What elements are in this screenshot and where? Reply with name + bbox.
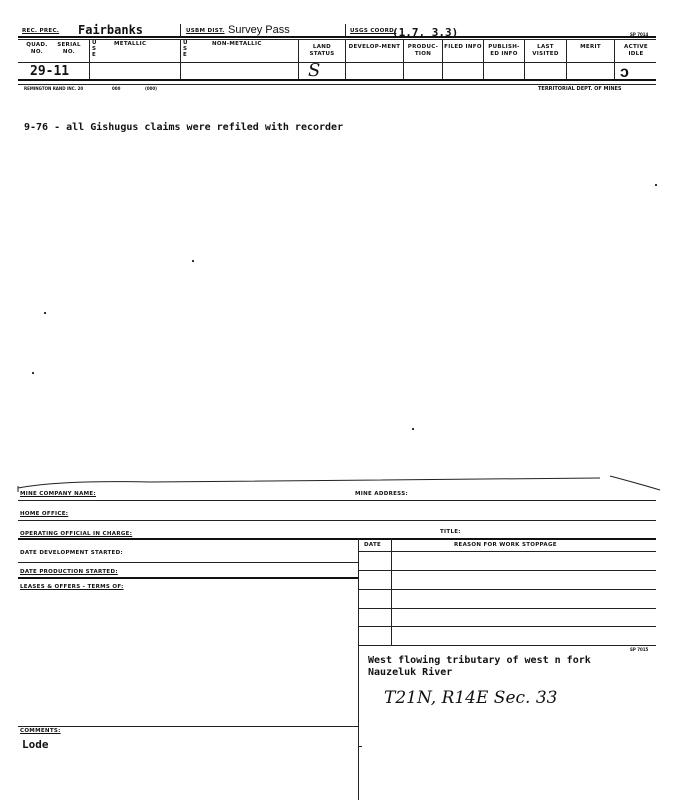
form-number: SP 7014 <box>630 32 649 37</box>
land-status-value: S <box>308 60 321 81</box>
speck <box>655 184 657 186</box>
usgs-dist-value: Survey Pass <box>228 24 290 36</box>
speck <box>44 312 46 314</box>
printer-code-2: (000) <box>145 86 158 91</box>
filed-info-label: FILED INFO <box>444 44 482 50</box>
speck <box>192 260 194 262</box>
merit-label: MERIT <box>580 44 601 50</box>
usgs-dist-label: USBM DIST. <box>186 28 225 34</box>
dept-note: TERRITORIAL DEPT. OF MINES <box>538 86 622 92</box>
date-development-label: DATE DEVELOPMENT STARTED: <box>20 550 123 556</box>
reason-col-label: REASON FOR WORK STOPPAGE <box>454 542 557 548</box>
nonmetallic-label: NON-METALLIC <box>212 41 262 47</box>
published-info-label: PUBLISH-ED INFO <box>488 44 520 57</box>
last-visited-label: LAST VISITED <box>532 44 559 57</box>
comments-value: Lode <box>22 738 49 751</box>
usgs-coord-label: USGS COORD. <box>350 28 397 34</box>
location-line-2: Nauzeluk River <box>368 667 453 678</box>
leases-label: LEASES & OFFERS - TERMS OF: <box>20 584 124 590</box>
home-office-label: HOME OFFICE: <box>20 511 69 517</box>
use-letters-metallic: U S E <box>92 40 97 58</box>
active-idle-mark: ↄ <box>620 64 629 81</box>
development-label: DEVELOP-MENT <box>348 44 401 50</box>
speck <box>32 372 34 374</box>
operating-official-label: OPERATING OFFICIAL IN CHARGE: <box>20 531 133 537</box>
serial-label: SERIAL NO. <box>57 42 81 55</box>
rec-prec-label: REC. PREC. <box>22 28 60 34</box>
location-line-1: West flowing tributary of west n fork <box>368 655 591 666</box>
speck <box>412 428 414 430</box>
refile-note: 9-76 - all Gishugus claims were refiled with recorder <box>24 122 344 133</box>
quad-label: QUAD. NO. <box>26 42 48 55</box>
quad-value: 29-11 <box>30 64 70 79</box>
rec-prec-value: Fairbanks <box>78 23 144 37</box>
mine-company-label: MINE COMPANY NAME: <box>20 491 96 497</box>
date-production-label: DATE PRODUCTION STARTED: <box>20 569 118 575</box>
handwritten-location: T21N, R14E Sec. 33 <box>384 688 558 708</box>
use-letters-nonmetallic: U S E <box>183 40 188 58</box>
printer-code-1: 000 <box>112 86 121 91</box>
comments-label: COMMENTS: <box>20 728 61 734</box>
production-label: PRODUC-TION <box>407 44 439 57</box>
form-number-2: SP 7015 <box>630 647 649 652</box>
title-label: TITLE: <box>440 529 461 535</box>
active-idle-label: ACTIVE IDLE <box>624 44 648 57</box>
date-col-label: DATE <box>364 542 382 548</box>
mine-address-label: MINE ADDRESS: <box>355 491 408 497</box>
card-edge <box>0 470 678 496</box>
printer-note: REMINGTON RAND INC. 20 <box>24 86 84 91</box>
usgs-coord-value: (1.7, 3.3) <box>392 26 459 39</box>
metallic-label: METALLIC <box>114 41 147 47</box>
land-status-label: LAND STATUS <box>309 44 335 57</box>
